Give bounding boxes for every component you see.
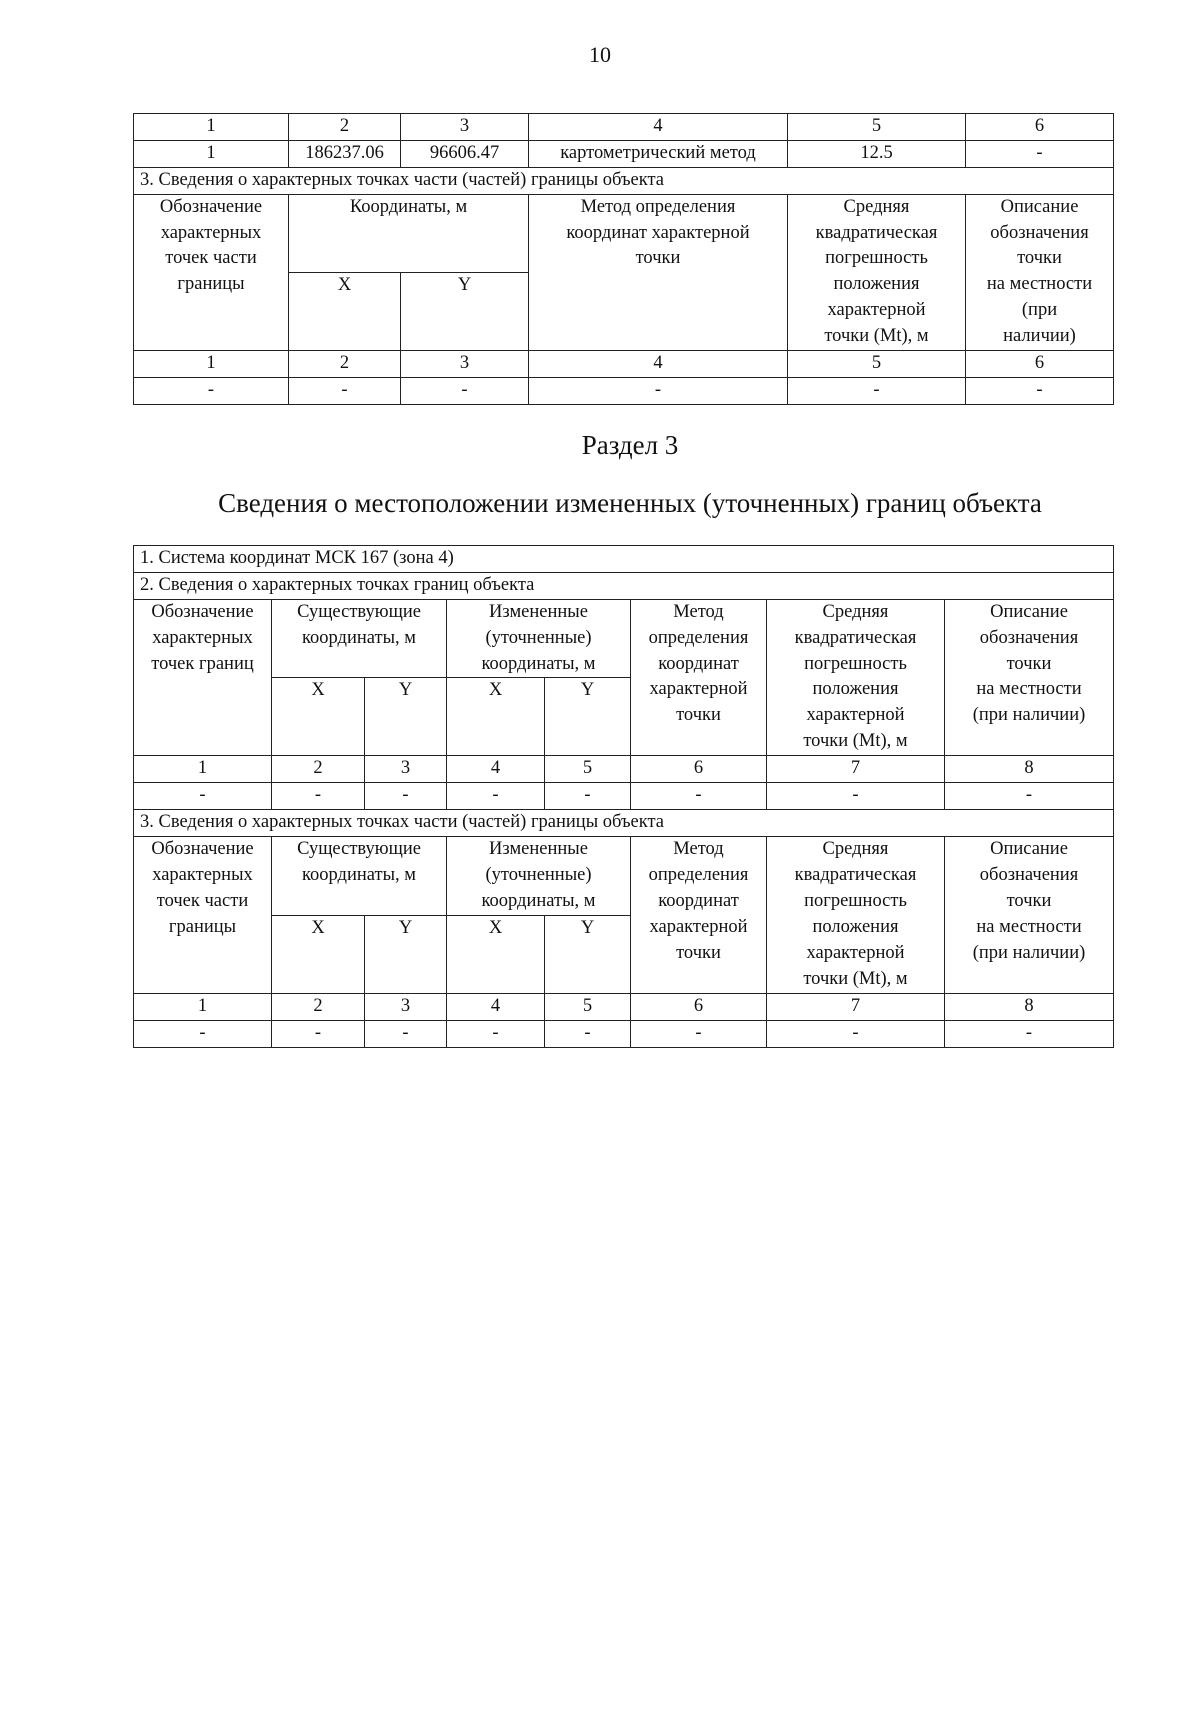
header-method: Метод определения координат характерной точки <box>631 837 767 994</box>
empty-cell: - <box>134 783 272 810</box>
header-point-designation: Обозначение характерных точек части границы <box>134 194 289 350</box>
part-points-subsection-title: 3. Сведения о характерных точках части (частей) границы объекта <box>134 810 1114 837</box>
column-number: 4 <box>529 114 788 141</box>
coordinate-x-cell: 186237.06 <box>289 140 401 167</box>
table-row <box>134 1020 1114 1047</box>
empty-cell: - <box>272 783 365 810</box>
header-x: X <box>272 915 365 993</box>
method-cell: картометрический метод <box>529 140 788 167</box>
column-number: 1 <box>134 351 289 378</box>
header-coordinates: Координаты, м <box>289 194 529 272</box>
column-number: 2 <box>289 351 401 378</box>
table-row <box>134 140 1114 167</box>
coordinate-system: 1. Система координат МСК 167 (зона 4) <box>134 546 1114 573</box>
part-points-subsection-title: 3. Сведения о характерных точках части (частей) границы объекта <box>134 167 1114 194</box>
boundary-points-subsection-title: 2. Сведения о характерных точках границ объекта <box>134 572 1114 599</box>
header-mean-square-error: Средняя квадратическая погрешность положения характерной точки (Mt), м <box>788 194 966 350</box>
section-heading: Раздел 3 <box>581 430 679 460</box>
column-number: 1 <box>134 756 272 783</box>
header-x: X <box>272 678 365 756</box>
column-number: 3 <box>365 756 447 783</box>
error-cell: 12.5 <box>788 140 966 167</box>
column-number: 2 <box>272 993 365 1020</box>
description-cell: - <box>966 140 1114 167</box>
header-y: Y <box>401 272 529 350</box>
changed-boundaries-table <box>133 545 1114 1048</box>
column-number: 6 <box>631 756 767 783</box>
column-number: 2 <box>272 756 365 783</box>
column-number: 6 <box>966 114 1114 141</box>
column-number: 5 <box>545 993 631 1020</box>
empty-cell: - <box>365 1020 447 1047</box>
empty-cell: - <box>365 783 447 810</box>
section-title: Сведения о местоположении измененных (уточненных) границ объекта <box>218 488 1042 518</box>
point-designation-cell: 1 <box>134 140 289 167</box>
column-number: 7 <box>767 756 945 783</box>
subsection-title-row <box>134 167 1114 194</box>
header-row <box>134 837 1114 916</box>
column-number: 3 <box>401 351 529 378</box>
header-method: Метод определения координат характерной точки <box>529 194 788 350</box>
header-method: Метод определения координат характерной точки <box>631 599 767 756</box>
boundary-points-table-continued <box>133 113 1114 405</box>
empty-cell: - <box>134 377 289 404</box>
header-row <box>134 194 1114 272</box>
column-number: 1 <box>134 993 272 1020</box>
column-number-row <box>134 993 1114 1020</box>
header-point-designation: Обозначение характерных точек части границы <box>134 837 272 994</box>
column-number: 6 <box>631 993 767 1020</box>
table-row <box>134 377 1114 404</box>
header-point-designation: Обозначение характерных точек границ <box>134 599 272 756</box>
header-x: X <box>447 915 545 993</box>
column-number: 8 <box>945 993 1114 1020</box>
empty-cell: - <box>966 377 1114 404</box>
page-number: 10 <box>589 42 611 67</box>
subsection-title-row <box>134 572 1114 599</box>
coordinate-system-row <box>134 546 1114 573</box>
column-number: 6 <box>966 351 1114 378</box>
empty-cell: - <box>272 1020 365 1047</box>
column-number: 5 <box>545 756 631 783</box>
empty-cell: - <box>545 783 631 810</box>
header-row <box>134 599 1114 678</box>
column-number: 3 <box>365 993 447 1020</box>
header-description: Описание обозначения точки на местности (при наличии) <box>966 194 1114 350</box>
column-number: 5 <box>788 114 966 141</box>
empty-cell: - <box>767 1020 945 1047</box>
empty-cell: - <box>545 1020 631 1047</box>
empty-cell: - <box>134 1020 272 1047</box>
header-x: X <box>289 272 401 350</box>
column-number: 4 <box>447 993 545 1020</box>
column-number: 2 <box>289 114 401 141</box>
empty-cell: - <box>945 1020 1114 1047</box>
empty-cell: - <box>631 1020 767 1047</box>
header-description: Описание обозначения точки на местности (при наличии) <box>945 599 1114 756</box>
column-number: 4 <box>447 756 545 783</box>
header-existing-coordinates: Существующие координаты, м <box>272 599 447 678</box>
empty-cell: - <box>788 377 966 404</box>
header-changed-coordinates: Измененные (уточненные) координаты, м <box>447 837 631 916</box>
column-number: 8 <box>945 756 1114 783</box>
empty-cell: - <box>945 783 1114 810</box>
empty-cell: - <box>767 783 945 810</box>
header-y: Y <box>365 915 447 993</box>
empty-cell: - <box>401 377 529 404</box>
header-y: Y <box>545 915 631 993</box>
column-number: 7 <box>767 993 945 1020</box>
column-number-row <box>134 756 1114 783</box>
header-mean-square-error: Средняя квадратическая погрешность положения характерной точки (Mt), м <box>767 837 945 994</box>
column-number-row <box>134 351 1114 378</box>
column-number: 1 <box>134 114 289 141</box>
subsection-title-row <box>134 810 1114 837</box>
empty-cell: - <box>631 783 767 810</box>
coordinate-y-cell: 96606.47 <box>401 140 529 167</box>
header-x: X <box>447 678 545 756</box>
column-number-row <box>134 114 1114 141</box>
header-existing-coordinates: Существующие координаты, м <box>272 837 447 916</box>
empty-cell: - <box>289 377 401 404</box>
column-number: 5 <box>788 351 966 378</box>
column-number: 3 <box>401 114 529 141</box>
header-y: Y <box>545 678 631 756</box>
empty-cell: - <box>529 377 788 404</box>
header-y: Y <box>365 678 447 756</box>
empty-cell: - <box>447 783 545 810</box>
empty-cell: - <box>447 1020 545 1047</box>
header-description: Описание обозначения точки на местности (при наличии) <box>945 837 1114 994</box>
header-mean-square-error: Средняя квадратическая погрешность положения характерной точки (Mt), м <box>767 599 945 756</box>
header-changed-coordinates: Измененные (уточненные) координаты, м <box>447 599 631 678</box>
table-row <box>134 783 1114 810</box>
column-number: 4 <box>529 351 788 378</box>
